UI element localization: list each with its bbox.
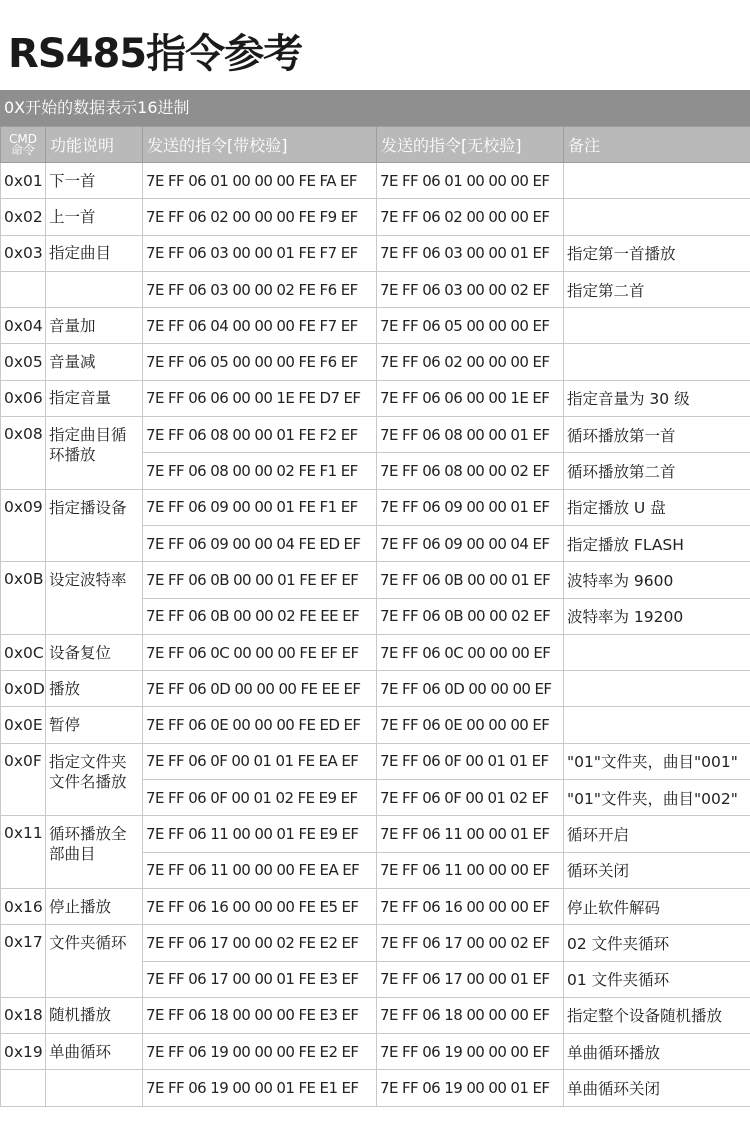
no-checksum-cell: 7E FF 06 0C 00 00 00 EF — [377, 634, 564, 670]
function-cell: 指定文件夹文件名播放 — [46, 743, 143, 816]
cmd-cell: 0x03 — [1, 235, 46, 271]
no-checksum-cell: 7E FF 06 17 00 00 01 EF — [377, 961, 564, 997]
cmd-cell: 0x0E — [1, 707, 46, 743]
hex-note-banner: 0X开始的数据表示16进制 — [0, 90, 750, 126]
no-checksum-cell: 7E FF 06 19 00 00 01 EF — [377, 1070, 564, 1106]
function-cell: 下一首 — [46, 163, 143, 199]
table-row — [1, 489, 750, 525]
header-with-checksum: 发送的指令[带校验] — [143, 127, 377, 163]
no-checksum-cell: 7E FF 06 02 00 00 00 EF — [377, 199, 564, 235]
cmd-cell: 0x0D — [1, 671, 46, 707]
no-checksum-cell: 7E FF 06 16 00 00 00 EF — [377, 888, 564, 924]
function-cell: 音量加 — [46, 308, 143, 344]
with-checksum-cell: 7E FF 06 08 00 00 02 FE F1 EF — [143, 453, 377, 489]
cmd-cell — [1, 271, 46, 307]
with-checksum-cell: 7E FF 06 01 00 00 00 FE FA EF — [143, 163, 377, 199]
no-checksum-cell: 7E FF 06 09 00 00 01 EF — [377, 489, 564, 525]
function-cell — [46, 1070, 143, 1106]
note-cell: 波特率为 9600 — [564, 562, 750, 598]
table-row — [1, 1070, 750, 1106]
cmd-cell: 0x0C — [1, 634, 46, 670]
no-checksum-cell: 7E FF 06 11 00 00 01 EF — [377, 816, 564, 852]
header-no-checksum: 发送的指令[无校验] — [377, 127, 564, 163]
cmd-cell: 0x18 — [1, 997, 46, 1033]
no-checksum-cell: 7E FF 06 03 00 00 02 EF — [377, 271, 564, 307]
cmd-cell: 0x01 — [1, 163, 46, 199]
no-checksum-cell: 7E FF 06 0F 00 01 01 EF — [377, 743, 564, 779]
note-cell: 指定整个设备随机播放 — [564, 997, 750, 1033]
no-checksum-cell: 7E FF 06 08 00 00 01 EF — [377, 417, 564, 453]
with-checksum-cell: 7E FF 06 09 00 00 04 FE ED EF — [143, 525, 377, 561]
with-checksum-cell: 7E FF 06 0B 00 00 01 FE EF EF — [143, 562, 377, 598]
note-cell: 指定第一首播放 — [564, 235, 750, 271]
no-checksum-cell: 7E FF 06 03 00 00 01 EF — [377, 235, 564, 271]
note-cell — [564, 344, 750, 380]
cmd-cell: 0x04 — [1, 308, 46, 344]
with-checksum-cell: 7E FF 06 11 00 00 00 FE EA EF — [143, 852, 377, 888]
table-row — [1, 707, 750, 743]
no-checksum-cell: 7E FF 06 0F 00 01 02 EF — [377, 780, 564, 816]
cmd-cell: 0x02 — [1, 199, 46, 235]
with-checksum-cell: 7E FF 06 19 00 00 01 FE E1 EF — [143, 1070, 377, 1106]
note-cell — [564, 199, 750, 235]
cmd-cell: 0x08 — [1, 417, 46, 490]
note-cell — [564, 163, 750, 199]
function-cell — [46, 271, 143, 307]
with-checksum-cell: 7E FF 06 0F 00 01 02 FE E9 EF — [143, 780, 377, 816]
table-row — [1, 163, 750, 199]
with-checksum-cell: 7E FF 06 11 00 00 01 FE E9 EF — [143, 816, 377, 852]
with-checksum-cell: 7E FF 06 16 00 00 00 FE E5 EF — [143, 888, 377, 924]
table-header-row — [1, 127, 750, 163]
no-checksum-cell: 7E FF 06 02 00 00 00 EF — [377, 344, 564, 380]
table-row — [1, 1034, 750, 1070]
function-cell: 单曲循环 — [46, 1034, 143, 1070]
no-checksum-cell: 7E FF 06 01 00 00 00 EF — [377, 163, 564, 199]
table-row — [1, 380, 750, 416]
no-checksum-cell: 7E FF 06 05 00 00 00 EF — [377, 308, 564, 344]
with-checksum-cell: 7E FF 06 17 00 00 01 FE E3 EF — [143, 961, 377, 997]
note-cell: 循环关闭 — [564, 852, 750, 888]
note-cell: 指定第二首 — [564, 271, 750, 307]
no-checksum-cell: 7E FF 06 11 00 00 00 EF — [377, 852, 564, 888]
function-cell: 文件夹循环 — [46, 925, 143, 998]
note-cell: 循环播放第一首 — [564, 417, 750, 453]
note-cell: 循环播放第二首 — [564, 453, 750, 489]
header-cmd-cn: 命令 — [10, 142, 35, 157]
with-checksum-cell: 7E FF 06 05 00 00 00 FE F6 EF — [143, 344, 377, 380]
with-checksum-cell: 7E FF 06 09 00 00 01 FE F1 EF — [143, 489, 377, 525]
cmd-cell: 0x17 — [1, 925, 46, 998]
with-checksum-cell: 7E FF 06 02 00 00 00 FE F9 EF — [143, 199, 377, 235]
cmd-cell: 0x0B — [1, 562, 46, 635]
page-title: RS485指令参考 — [8, 31, 303, 77]
note-cell: 01 文件夹循环 — [564, 961, 750, 997]
header-note: 备注 — [564, 127, 750, 163]
function-cell: 播放 — [46, 671, 143, 707]
with-checksum-cell: 7E FF 06 04 00 00 00 FE F7 EF — [143, 308, 377, 344]
function-cell: 随机播放 — [46, 997, 143, 1033]
note-cell — [564, 634, 750, 670]
no-checksum-cell: 7E FF 06 0B 00 00 02 EF — [377, 598, 564, 634]
cmd-cell: 0x11 — [1, 816, 46, 889]
table-row — [1, 308, 750, 344]
table-row — [1, 271, 750, 307]
table-row — [1, 888, 750, 924]
function-cell: 循环播放全部曲目 — [46, 816, 143, 889]
with-checksum-cell: 7E FF 06 18 00 00 00 FE E3 EF — [143, 997, 377, 1033]
with-checksum-cell: 7E FF 06 0E 00 00 00 FE ED EF — [143, 707, 377, 743]
table-row — [1, 199, 750, 235]
cmd-cell: 0x06 — [1, 380, 46, 416]
note-cell: 指定播放 FLASH — [564, 525, 750, 561]
table-row — [1, 671, 750, 707]
function-cell: 指定曲目 — [46, 235, 143, 271]
table-row — [1, 816, 750, 852]
note-cell: 波特率为 19200 — [564, 598, 750, 634]
with-checksum-cell: 7E FF 06 0B 00 00 02 FE EE EF — [143, 598, 377, 634]
note-cell: "01"文件夹，曲目"001" — [564, 743, 750, 779]
function-cell: 音量减 — [46, 344, 143, 380]
no-checksum-cell: 7E FF 06 0E 00 00 00 EF — [377, 707, 564, 743]
function-cell: 设定波特率 — [46, 562, 143, 635]
no-checksum-cell: 7E FF 06 0D 00 00 00 EF — [377, 671, 564, 707]
command-table — [0, 126, 750, 1107]
with-checksum-cell: 7E FF 06 0F 00 01 01 FE EA EF — [143, 743, 377, 779]
note-cell: "01"文件夹，曲目"002" — [564, 780, 750, 816]
no-checksum-cell: 7E FF 06 06 00 00 1E EF — [377, 380, 564, 416]
table-row — [1, 562, 750, 598]
no-checksum-cell: 7E FF 06 0B 00 00 01 EF — [377, 562, 564, 598]
with-checksum-cell: 7E FF 06 17 00 00 02 FE E2 EF — [143, 925, 377, 961]
with-checksum-cell: 7E FF 06 06 00 00 1E FE D7 EF — [143, 380, 377, 416]
note-cell: 02 文件夹循环 — [564, 925, 750, 961]
table-row — [1, 743, 750, 779]
table-row — [1, 417, 750, 453]
with-checksum-cell: 7E FF 06 03 00 00 02 FE F6 EF — [143, 271, 377, 307]
note-cell: 单曲循环关闭 — [564, 1070, 750, 1106]
note-cell — [564, 308, 750, 344]
note-cell — [564, 671, 750, 707]
function-cell: 设备复位 — [46, 634, 143, 670]
table-row — [1, 344, 750, 380]
cmd-cell — [1, 1070, 46, 1106]
table-row — [1, 634, 750, 670]
function-cell: 停止播放 — [46, 888, 143, 924]
no-checksum-cell: 7E FF 06 17 00 00 02 EF — [377, 925, 564, 961]
table-row — [1, 925, 750, 961]
note-cell — [564, 707, 750, 743]
note-cell: 循环开启 — [564, 816, 750, 852]
table-row — [1, 997, 750, 1033]
note-cell: 指定播放 U 盘 — [564, 489, 750, 525]
no-checksum-cell: 7E FF 06 08 00 00 02 EF — [377, 453, 564, 489]
cmd-cell: 0x19 — [1, 1034, 46, 1070]
header-cmd-en: CMD — [9, 131, 37, 146]
no-checksum-cell: 7E FF 06 18 00 00 00 EF — [377, 997, 564, 1033]
table-row — [1, 235, 750, 271]
note-cell: 指定音量为 30 级 — [564, 380, 750, 416]
cmd-cell: 0x0F — [1, 743, 46, 816]
no-checksum-cell: 7E FF 06 09 00 00 04 EF — [377, 525, 564, 561]
cmd-cell: 0x16 — [1, 888, 46, 924]
with-checksum-cell: 7E FF 06 19 00 00 00 FE E2 EF — [143, 1034, 377, 1070]
with-checksum-cell: 7E FF 06 0D 00 00 00 FE EE EF — [143, 671, 377, 707]
function-cell: 指定播设备 — [46, 489, 143, 562]
note-cell: 单曲循环播放 — [564, 1034, 750, 1070]
with-checksum-cell: 7E FF 06 03 00 00 01 FE F7 EF — [143, 235, 377, 271]
with-checksum-cell: 7E FF 06 0C 00 00 00 FE EF EF — [143, 634, 377, 670]
function-cell: 指定音量 — [46, 380, 143, 416]
header-function: 功能说明 — [46, 127, 143, 163]
function-cell: 上一首 — [46, 199, 143, 235]
header-cmd — [1, 127, 46, 163]
cmd-cell: 0x05 — [1, 344, 46, 380]
no-checksum-cell: 7E FF 06 19 00 00 00 EF — [377, 1034, 564, 1070]
note-cell: 停止软件解码 — [564, 888, 750, 924]
function-cell: 暂停 — [46, 707, 143, 743]
with-checksum-cell: 7E FF 06 08 00 00 01 FE F2 EF — [143, 417, 377, 453]
cmd-cell: 0x09 — [1, 489, 46, 562]
function-cell: 指定曲目循环播放 — [46, 417, 143, 490]
